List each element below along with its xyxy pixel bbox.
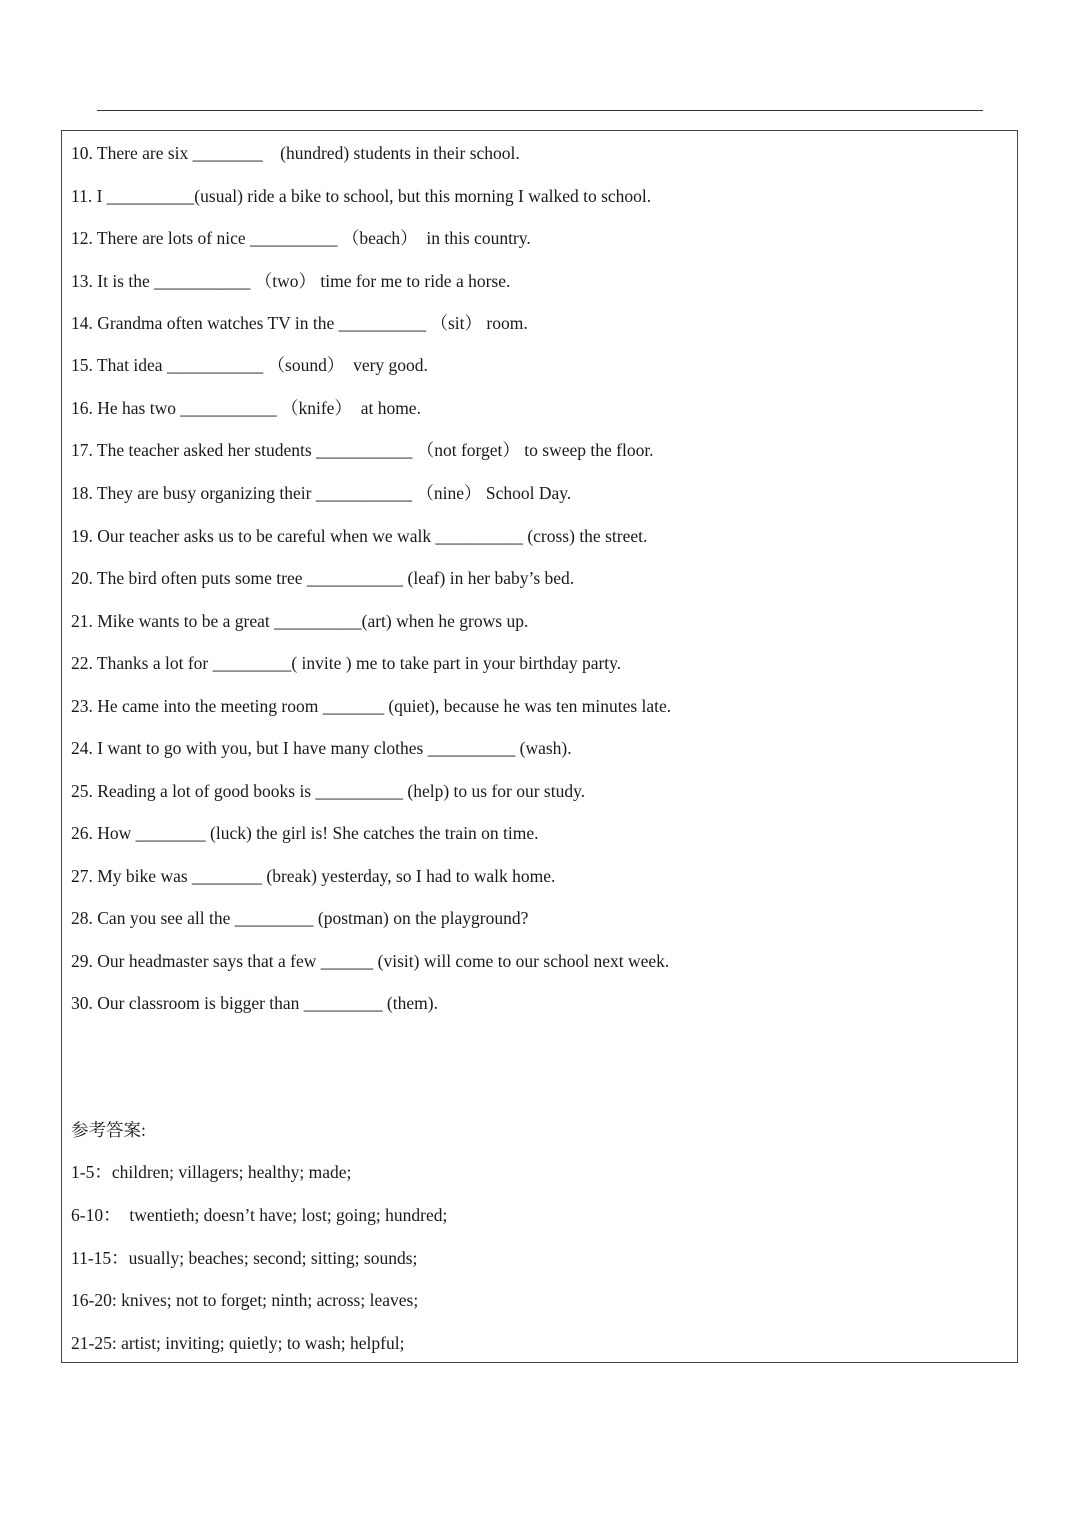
answer-line: 1-5：children; villagers; healthy; made; <box>71 1162 352 1182</box>
header-rule <box>97 110 983 111</box>
question-17: 17. The teacher asked her students ___________ （not forget） to sweep the floor. <box>71 440 654 460</box>
question-11: 11. I __________(usual) ride a bike to school, but this morning I walked to school. <box>71 186 652 206</box>
question-27: 27. My bike was ________ (break) yesterday, so I had to walk home. <box>71 866 556 886</box>
question-16: 16. He has two ___________ （knife） at home. <box>71 398 421 418</box>
question-26: 26. How ________ (luck) the girl is! She catches the train on time. <box>71 823 539 843</box>
answer-line: 16-20: knives; not to forget; ninth; across; leaves; <box>71 1290 419 1310</box>
answer-line: 11-15：usually; beaches; second; sitting; sounds; <box>71 1248 418 1268</box>
answer-line: 6-10： twentieth; doesn’t have; lost; going; hundred; <box>71 1205 448 1225</box>
question-14: 14. Grandma often watches TV in the __________ （sit） room. <box>71 313 528 333</box>
question-30: 30. Our classroom is bigger than _________ (them). <box>71 993 438 1013</box>
question-10: 10. There are six ________ (hundred) students in their school. <box>71 143 520 163</box>
question-20: 20. The bird often puts some tree ___________ (leaf) in her baby’s bed. <box>71 568 575 588</box>
question-18: 18. They are busy organizing their ___________ （nine） School Day. <box>71 483 572 503</box>
question-12: 12. There are lots of nice __________ （beach） in this country. <box>71 228 531 248</box>
question-22: 22. Thanks a lot for _________( invite ) me to take part in your birthday party. <box>71 653 622 673</box>
answers-heading: 参考答案: <box>71 1120 146 1140</box>
question-29: 29. Our headmaster says that a few ______ (visit) will come to our school next week. <box>71 951 670 971</box>
question-13: 13. It is the ___________ （two） time for me to ride a horse. <box>71 271 511 291</box>
question-25: 25. Reading a lot of good books is __________ (help) to us for our study. <box>71 781 586 801</box>
question-24: 24. I want to go with you, but I have many clothes __________ (wash). <box>71 738 572 758</box>
question-23: 23. He came into the meeting room _______ (quiet), because he was ten minutes late. <box>71 696 672 716</box>
question-21: 21. Mike wants to be a great __________(art) when he grows up. <box>71 611 529 631</box>
question-15: 15. That idea ___________ （sound） very good. <box>71 355 428 375</box>
answer-line: 21-25: artist; inviting; quietly; to wash; helpful; <box>71 1333 405 1353</box>
question-19: 19. Our teacher asks us to be careful when we walk __________ (cross) the street. <box>71 526 648 546</box>
question-28: 28. Can you see all the _________ (postman) on the playground? <box>71 908 529 928</box>
